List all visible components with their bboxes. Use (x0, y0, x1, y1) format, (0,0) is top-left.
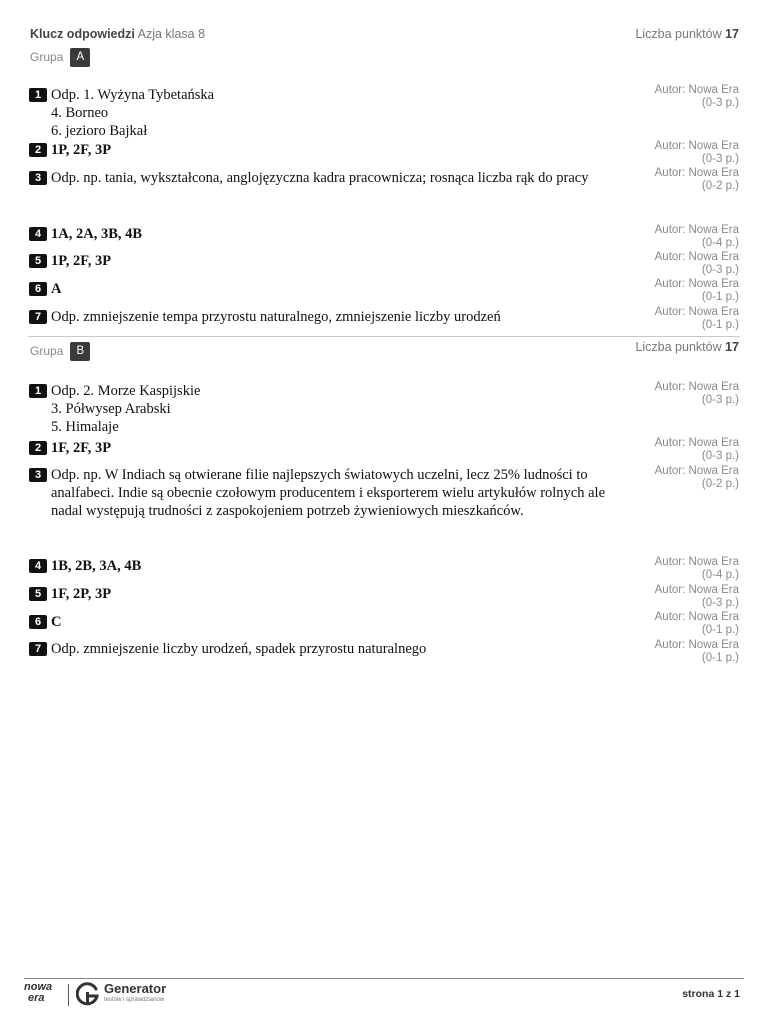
group-b-points (635, 340, 739, 354)
author-name: Autor: Nowa Era (654, 611, 739, 623)
answer-line: 1P, 2F, 3P (51, 142, 112, 158)
question-a4-author (655, 224, 739, 250)
answer-line: C (51, 614, 62, 630)
answer-line: 6. jezioro Bajkał (51, 123, 148, 139)
footer-divider (24, 978, 744, 979)
question-number: 4 (29, 559, 47, 573)
author-name: Autor: Nowa Era (654, 251, 739, 263)
question-number: 4 (29, 227, 47, 241)
author-name: Autor: Nowa Era (654, 140, 739, 152)
question-a7-author (655, 306, 739, 332)
points-range: (0-4 p.) (701, 569, 739, 581)
question-number: 3 (29, 171, 47, 185)
author-name: Autor: Nowa Era (654, 437, 739, 449)
question-a5 (29, 252, 639, 270)
question-number: 5 (29, 254, 47, 268)
question-number: 6 (29, 615, 47, 629)
question-a3 (29, 169, 619, 187)
author-name: Autor: Nowa Era (654, 639, 739, 651)
question-b5 (29, 585, 639, 603)
points-range: (0-2 p.) (701, 478, 739, 490)
question-a2 (29, 141, 639, 159)
logo-era-text: era (28, 992, 45, 1004)
group-b-points-label: Liczba punktów (635, 340, 722, 354)
question-b6 (29, 613, 639, 631)
points-range: (0-2 p.) (701, 180, 739, 192)
question-a4 (29, 225, 639, 243)
points-range: (0-1 p.) (701, 624, 739, 636)
question-number: 3 (29, 468, 47, 482)
doc-title-rest: Azja klasa 8 (134, 27, 206, 41)
question-b7 (29, 640, 639, 658)
points-range: (0-1 p.) (701, 319, 739, 331)
question-a1-author (655, 84, 739, 110)
group-divider (28, 336, 740, 337)
group-b-badge: B (70, 342, 90, 361)
question-a7 (29, 308, 639, 326)
points-range: (0-1 p.) (701, 291, 739, 303)
generator-logo-text (104, 982, 166, 1004)
question-b5-author (655, 584, 739, 610)
answer-line: 3. Półwysep Arabski (51, 401, 171, 417)
answer-line: 4. Borneo (51, 105, 109, 121)
question-b2-author (655, 437, 739, 463)
answer-line: 1A, 2A, 3B, 4B (51, 226, 143, 242)
points-range: (0-3 p.) (701, 394, 739, 406)
question-b1-author (655, 381, 739, 407)
points-range: (0-3 p.) (701, 153, 739, 165)
logo-nowa-text: nowa (24, 981, 53, 993)
question-a1 (29, 86, 639, 140)
generator-title: Generator (104, 981, 167, 996)
group-b-points-value: 17 (725, 340, 739, 354)
answer-line: 1F, 2P, 3P (51, 586, 112, 602)
question-number: 1 (29, 88, 47, 102)
question-b3 (29, 466, 635, 520)
question-number: 5 (29, 587, 47, 601)
total-points (635, 27, 739, 41)
question-number: 7 (29, 310, 47, 324)
answer-line: 1P, 2F, 3P (51, 253, 112, 269)
author-name: Autor: Nowa Era (654, 584, 739, 596)
total-points-label: Liczba punktów (635, 27, 722, 41)
generator-logo-icon (76, 982, 100, 1006)
nowa-era-logo (24, 982, 52, 1004)
points-range: (0-3 p.) (701, 264, 739, 276)
answer-line: Odp. zmniejszenie liczby urodzeń, spadek przyrostu naturalnego (51, 641, 427, 657)
answer-line: 5. Himalaje (51, 419, 119, 435)
question-number: 7 (29, 642, 47, 656)
generator-subtitle: testów i sprawdzianów (104, 997, 165, 1003)
question-b7-author (655, 639, 739, 665)
question-b4 (29, 557, 639, 575)
question-a6 (29, 280, 639, 298)
group-label: Grupa (30, 50, 64, 64)
points-range: (0-3 p.) (701, 450, 739, 462)
footer (24, 982, 740, 1008)
answer-line: Odp. 1. Wyżyna Tybetańska (51, 87, 215, 103)
author-name: Autor: Nowa Era (654, 167, 739, 179)
group-a-badge: A (70, 48, 90, 67)
author-name: Autor: Nowa Era (654, 306, 739, 318)
group-b-header (30, 341, 90, 361)
points-range: (0-3 p.) (701, 97, 739, 109)
answer-line: 1B, 2B, 3A, 4B (51, 558, 142, 574)
question-a3-author (655, 167, 739, 193)
page-number: strona 1 z 1 (682, 988, 740, 1000)
answer-line: Odp. np. tania, wykształcona, anglojęzyczna kadra pracownicza; rosnąca liczba rąk do pracy (51, 170, 589, 186)
total-points-value: 17 (725, 27, 739, 41)
question-a5-author (655, 251, 739, 277)
group-a-header (30, 47, 90, 67)
author-name: Autor: Nowa Era (654, 556, 739, 568)
points-range: (0-3 p.) (701, 597, 739, 609)
question-a6-author (655, 278, 739, 304)
question-b1 (29, 382, 639, 436)
logo-separator (68, 984, 69, 1006)
question-number: 6 (29, 282, 47, 296)
author-name: Autor: Nowa Era (654, 465, 739, 477)
question-b2 (29, 439, 639, 457)
question-a2-author (655, 140, 739, 166)
question-b3-author (655, 465, 739, 491)
question-b4-author (655, 556, 739, 582)
answer-line: A (51, 281, 62, 297)
author-name: Autor: Nowa Era (654, 381, 739, 393)
group-label: Grupa (30, 344, 64, 358)
question-number: 2 (29, 441, 47, 455)
answer-line: Odp. zmniejszenie tempa przyrostu naturalnego, zmniejszenie liczby urodzeń (51, 309, 501, 325)
points-range: (0-1 p.) (701, 652, 739, 664)
answer-line: Odp. 2. Morze Kaspijskie (51, 383, 201, 399)
header (30, 27, 739, 43)
author-name: Autor: Nowa Era (654, 278, 739, 290)
question-number: 1 (29, 384, 47, 398)
answer-line: 1F, 2F, 3P (51, 440, 112, 456)
question-number: 2 (29, 143, 47, 157)
author-name: Autor: Nowa Era (654, 84, 739, 96)
author-name: Autor: Nowa Era (654, 224, 739, 236)
answer-line: Odp. np. W Indiach są otwierane filie najlepszych światowych uczelni, lecz 25% ludności to analfabeci. Indie są obecnie czołowym producentem i eksporterem wielu artykułów rolnych ale nadal występują trudności z zaspokojeniem potrzeb żywieniowych mieszkańców. (51, 467, 606, 519)
question-b6-author (655, 611, 739, 637)
points-range: (0-4 p.) (701, 237, 739, 249)
doc-title-strong: Klucz odpowiedzi (30, 27, 135, 41)
